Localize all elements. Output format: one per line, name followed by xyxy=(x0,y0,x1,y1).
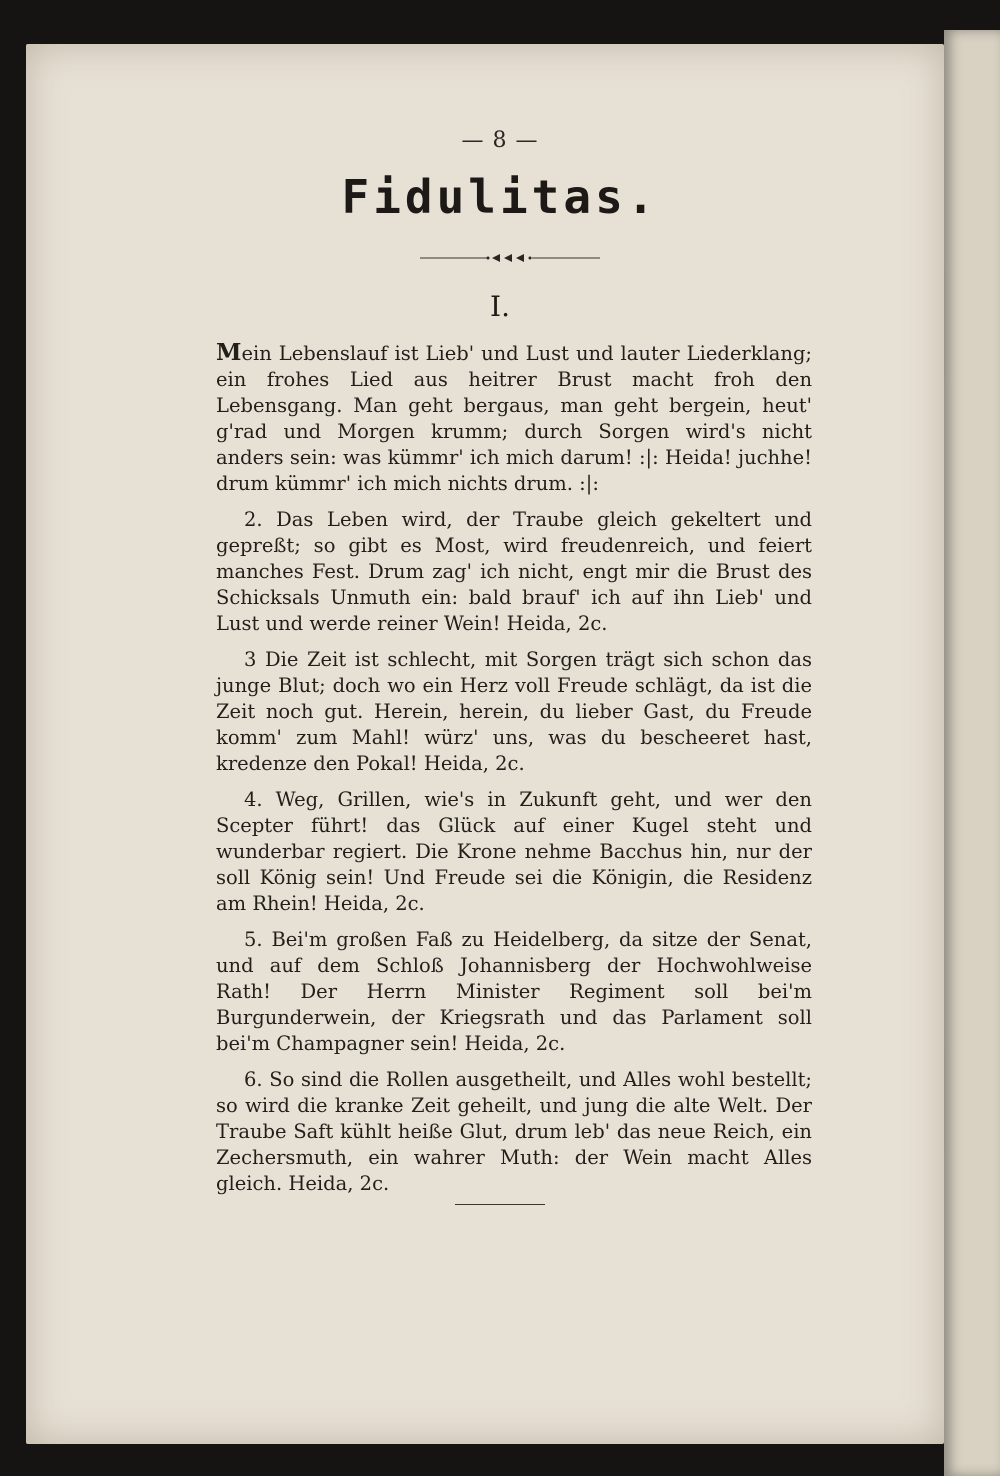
poem-body xyxy=(216,340,812,1207)
stanza-text: 3 Die Zeit ist schlecht, mit Sorgen trägt sich schon das junge Blut; doch wo ein Herz voll Freude schlägt, da ist die Zeit noch gut. Herein, herein, du lieber Gast, du Freude komm' zum Mahl! würz' uns, was du bescheeret hast, kredenze den Pokal! Heida, 2c. xyxy=(216,648,812,775)
stanza-text: 4. Weg, Grillen, wie's in Zukunft geht, und wer den Scepter führt! das Glück auf einer Kugel steht und wunderbar regiert. Die Krone nehme Bacchus hin, nur der soll König sein! Und Freude sei die Königin, die Residenz am Rhein! Heida, 2c. xyxy=(216,788,812,915)
ornament-divider xyxy=(420,248,600,268)
stanza-text: ein Lebenslauf ist Lieb' und Lust und lauter Liederklang; ein frohes Lied aus heitrer Brust macht froh den Lebensgang. Man geht bergaus, man geht bergein, heut' g'rad und Morgen krumm; durch Sorgen wird's nicht anders sein: was kümmr' ich mich darum! :|: Heida! juchhe! drum kümmr' ich mich nichts drum. :|: xyxy=(216,342,812,495)
initial-letter: M xyxy=(216,339,242,366)
stanza-2 xyxy=(216,507,812,637)
page-number: — 8 — xyxy=(461,128,539,153)
stanza-text: 2. Das Leben wird, der Traube gleich gekeltert und gepreßt; so gibt es Most, wird freudenreich, und feiert manches Fest. Drum zag' ich nicht, engt mir die Brust des Schicksals Unmuth ein: bald brauf' ich auf ihn Lieb' und Lust und werde reiner Wein! Heida, 2c. xyxy=(216,508,812,635)
stanza-text: 6. So sind die Rollen ausgetheilt, und Alles wohl bestellt; so wird die kranke Zeit geheilt, und jung die alte Welt. Der Traube Saft kühlt heiße Glut, drum leb' das neue Reich, ein Zechersmuth, ein wahrer Muth: der Wein macht Alles gleich. Heida, 2c. xyxy=(216,1068,812,1195)
page-title: Fidulitas. xyxy=(341,170,659,224)
end-rule xyxy=(455,1204,545,1205)
section-heading: I. xyxy=(490,290,510,323)
stanza-6 xyxy=(216,1067,812,1197)
adjacent-page-edge xyxy=(944,30,1000,1476)
stanza-3 xyxy=(216,647,812,777)
stanza-text: 5. Bei'm großen Faß zu Heidelberg, da sitze der Senat, und auf dem Schloß Johannisberg der Hochwohlweise Rath! Der Herrn Minister Regiment soll bei'm Burgunderwein, der Kriegsrath und das Parlament soll bei'm Champagner sein! Heida, 2c. xyxy=(216,928,812,1055)
stanza-1 xyxy=(216,340,812,497)
stanza-4 xyxy=(216,787,812,917)
stanza-5 xyxy=(216,927,812,1057)
